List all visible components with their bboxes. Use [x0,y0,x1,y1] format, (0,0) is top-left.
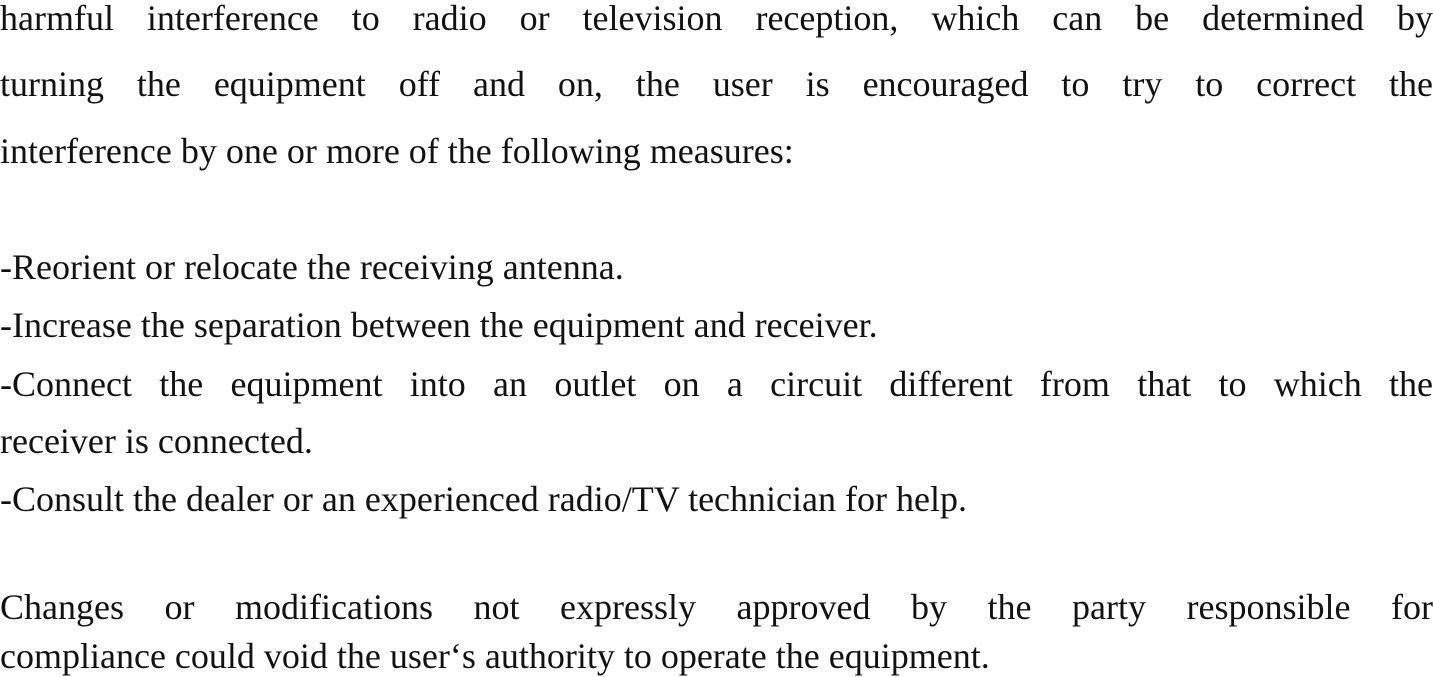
measure-consult-dealer: -Consult the dealer or an experienced radio/TV technician for help. [0,479,967,519]
paragraph1-line-3: interference by one or more of the following measures: [0,131,794,171]
paragraph2-line-1: Changes or modifications not expressly approved by the party responsible for [0,587,1433,627]
measure-connect-outlet-line-2: receiver is connected. [0,421,313,461]
measure-connect-outlet-line-1: -Connect the equipment into an outlet on a circuit different from that to which the [0,364,1433,404]
paragraph1-line-1: harmful interference to radio or television reception, which can be determined by [0,0,1433,38]
measure-reorient: -Reorient or relocate the receiving antenna. [0,247,624,287]
measure-increase-separation: -Increase the separation between the equipment and receiver. [0,305,878,345]
paragraph1-line-2: turning the equipment off and on, the user is encouraged to try to correct the [0,64,1433,104]
paragraph2-line-2: compliance could void the user‘s authority to operate the equipment. [0,636,990,676]
